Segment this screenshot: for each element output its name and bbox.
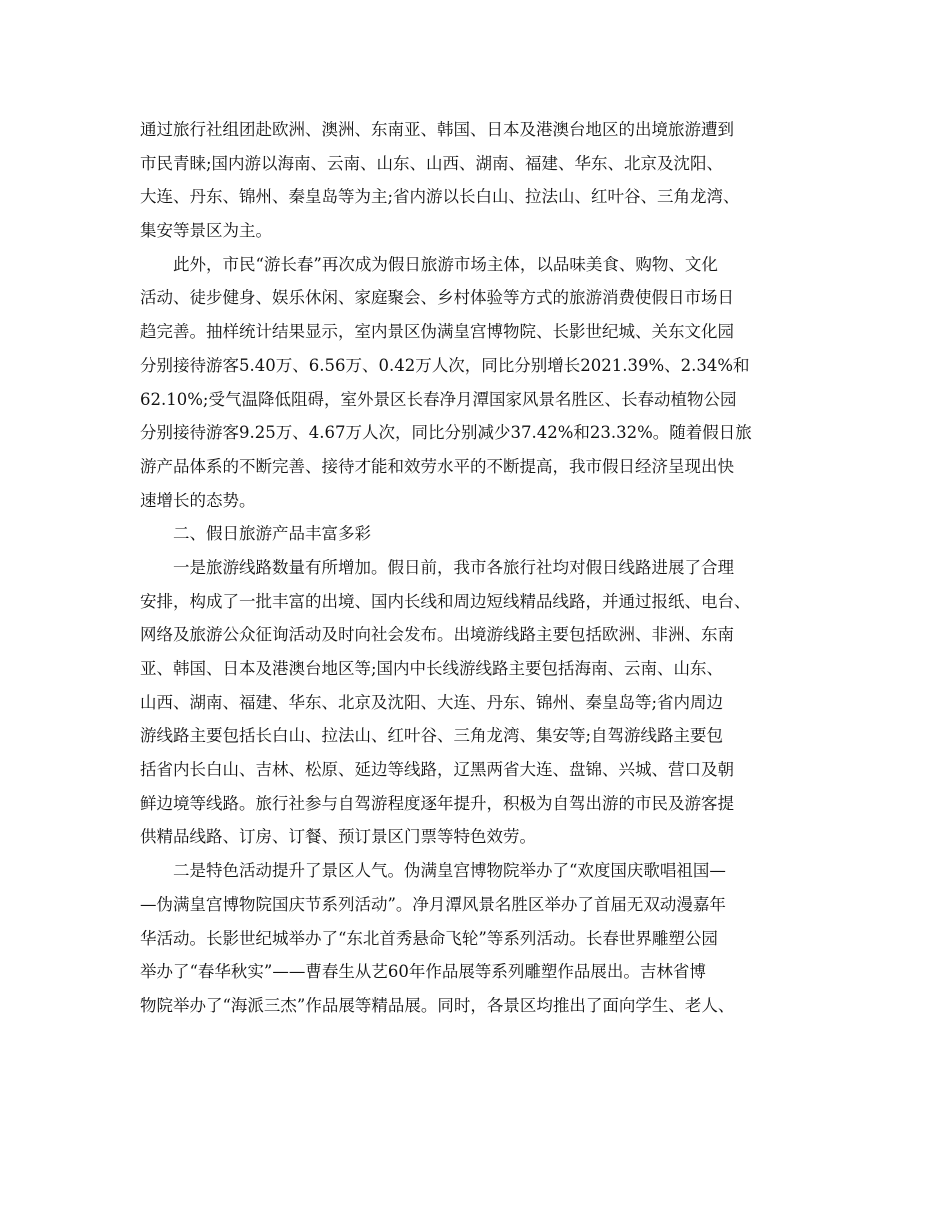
paragraph-first-line: 一是旅游线路数量有所增加。假日前，我市各旅行社均对假日线路进展了合理 [173, 557, 734, 577]
paragraph-line: 游产品体系的不断完善、接待才能和效劳水平的不断提高，我市假日经济呈现出快 [140, 456, 734, 476]
paragraph-line: 活动、徒步健身、娱乐休闲、家庭聚会、乡村体验等方式的旅游消费使假日市场日 [140, 288, 734, 308]
paragraph-line: 物院举办了“海派三杰”作品展等精品展。同时，各景区均推出了面向学生、老人、 [140, 995, 735, 1015]
paragraph-line: 括省内长白山、吉林、松原、延边等线路，辽黑两省大连、盘锦、兴城、营口及朝 [140, 760, 734, 780]
paragraph-line: 趋完善。抽样统计结果显示，室内景区伪满皇宫博物院、长影世纪城、关东文化园 [140, 322, 734, 342]
paragraph-first-line: 二是特色活动提升了景区人气。伪满皇宫博物院举办了“欢度国庆歌唱祖国— [173, 861, 726, 881]
paragraph-line: 山西、湖南、福建、华东、北京及沈阳、大连、丹东、锦州、秦皇岛等;省内周边 [140, 692, 724, 712]
paragraph-line: 供精品线路、订房、订餐、预订景区门票等特色效劳。 [140, 827, 536, 847]
document-body [140, 113, 820, 1023]
paragraph-line: 安排，构成了一批丰富的出境、国内长线和周边短线精品线路，并通过报纸、电台、 [140, 591, 751, 611]
paragraph-line: —伪满皇宫博物院国庆节系列活动”。净月潭风景名胜区举办了首届无双动漫嘉年 [140, 894, 726, 914]
paragraph-line: 亚、韩国、日本及港澳台地区等;国内中长线游线路主要包括海南、云南、山东、 [140, 659, 724, 678]
paragraph-first-line: 二、假日旅游产品丰富多彩 [173, 524, 371, 544]
paragraph-line: 市民青睐;国内游以海南、云南、山东、山西、湖南、福建、华东、北京及沈阳、 [140, 153, 724, 173]
paragraph-line: 集安等景区为主。 [140, 221, 272, 241]
paragraph-line: 鲜边境等线路。旅行社参与自驾游程度逐年提升，积极为自驾出游的市民及游客提 [140, 793, 734, 813]
paragraph-line: 大连、丹东、锦州、秦皇岛等为主;省内游以长白山、拉法山、红叶谷、三角龙湾、 [140, 187, 740, 207]
paragraph-line: 分别接待游客9.25万、4.67万人次，同比分别减少37.42%和23.32%。随着假日旅 [140, 423, 752, 443]
paragraph-line: 速增长的态势。 [140, 490, 256, 510]
paragraph-line: 通过旅行社组团赴欧洲、澳洲、东南亚、韩国、日本及港澳台地区的出境旅游遭到 [140, 120, 734, 139]
paragraph-line: 华活动。长影世纪城举办了“东北首秀悬命飞轮”等系列活动。长春世界雕塑公园 [140, 928, 718, 948]
paragraph-first-line: 此外，市民“游长春”再次成为假日旅游市场主体，以品味美食、购物、文化 [173, 254, 718, 274]
paragraph-line: 62.10%;受气温降低阻碍，室外景区长春净月潭国家风景名胜区、长春动植物公园 [140, 389, 737, 409]
paragraph-line: 游线路主要包括长白山、拉法山、红叶谷、三角龙湾、集安等;自驾游线路主要包 [140, 726, 724, 746]
paragraph-line: 网络及旅游公众征询活动及时向社会发布。出境游线路主要包括欧洲、非洲、东南 [140, 625, 734, 645]
paragraph-line: 举办了“春华秋实”——曹春生从艺60年作品展等系列雕塑作品展出。吉林省博 [140, 962, 706, 982]
paragraph-line: 分别接待游客5.40万、6.56万、0.42万人次，同比分别增长2021.39%、2.34%和 [140, 355, 750, 375]
